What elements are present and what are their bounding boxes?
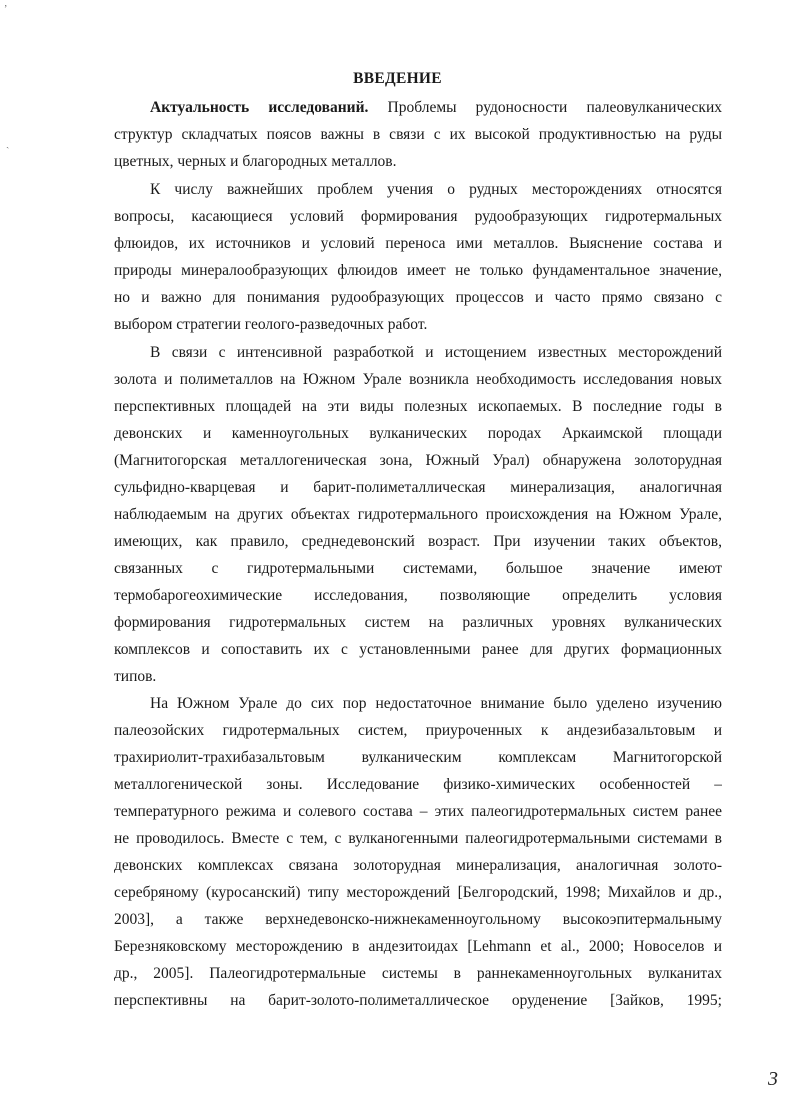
lead-heading: Актуальность исследований. xyxy=(150,99,369,116)
paragraph-line: вопросы, касающиеся условий формирования рудообразующих гидротермальных xyxy=(114,208,722,225)
paragraph-south-urals xyxy=(114,339,722,690)
paragraph-line: формирования гидротермальных систем на различных уровнях вулканических xyxy=(114,614,722,631)
paragraph-line: металлогенической зоны. Исследование физико-химических особенностей – xyxy=(114,776,722,793)
paragraph-paleohydrothermal xyxy=(114,690,722,1014)
paragraph-line: др., 2005]. Палеогидротермальные системы в раннекаменноугольных вулканитах xyxy=(114,965,722,982)
paragraph-problems xyxy=(114,176,722,338)
paragraph-line: цветных, черных и благородных металлов. xyxy=(114,153,397,170)
paragraph-line: перспективны на барит-золото-полиметаллическое оруденение [Зайков, 1995; xyxy=(114,992,722,1009)
paragraph-line: связанных с гидротермальными системами, большое значение имеют xyxy=(114,560,722,577)
paragraph-line: структур складчатых поясов важны в связи с их высокой продуктивностью на руды xyxy=(114,126,722,143)
paragraph-line: девонских комплексах связана золоторудная минерализация, аналогичная золото- xyxy=(114,857,722,874)
paragraph-line: Березняковскому месторождению в андезитоидах [Lehmann et al., 2000; Новоселов и xyxy=(114,938,722,955)
page-number: 3 xyxy=(768,1068,778,1090)
paragraph-line: выбором стратегии геолого-разведочных работ. xyxy=(114,316,428,333)
paragraph-line: типов. xyxy=(114,668,157,685)
paragraph-line: температурного режима и солевого состава – этих палеогидротермальных систем ранее xyxy=(114,803,722,820)
paragraph-line: природы минералообразующих флюидов имеет не только фундаментальное значение, xyxy=(114,262,722,279)
paragraph-line: перспективных площадей на эти виды полезных ископаемых. В последние годы в xyxy=(114,398,722,415)
paragraph-line: не проводилось. Вместе с тем, с вулканогенными палеогидротермальными системами в xyxy=(114,830,722,847)
paragraph-line: девонских и каменноугольных вулканических породах Аркаимской площади xyxy=(114,425,722,442)
paragraph-line: серебряному (куросанский) типу месторождений [Белгородский, 1998; Михайлов и др., xyxy=(114,884,722,901)
scan-speck-icon: ˏ xyxy=(6,138,10,149)
paragraph-line: имеющих, как правило, среднедевонский возраст. При изучении таких объектов, xyxy=(114,533,722,550)
paragraph-line: наблюдаемым на других объектах гидротермального происхождения на Южном Урале, xyxy=(114,506,722,523)
paragraph-line: Актуальность исследований. Проблемы рудоносности палеовулканических xyxy=(150,99,722,116)
paragraph-line: В связи с интенсивной разработкой и истощением известных месторождений xyxy=(150,344,722,361)
page-title: ВВЕДЕНИЕ xyxy=(353,70,442,87)
paragraph-line: палеозойских гидротермальных систем, приуроченных к андезибазальтовым и xyxy=(114,722,722,739)
paragraph-line: сульфидно-кварцевая и барит-полиметаллическая минерализация, аналогичная xyxy=(114,479,722,496)
paragraph-line: (Магнитогорская металлогеническая зона, Южный Урал) обнаружена золоторудная xyxy=(114,452,722,469)
paragraph-relevance xyxy=(114,94,722,175)
paragraph-line: 2003], а также верхнедевонско-нижнекаменноугольному высокоэпитермальныму xyxy=(114,911,722,928)
paragraph-line: золота и полиметаллов на Южном Урале возникла необходимость исследования новых xyxy=(114,371,722,388)
paragraph-line: флюидов, их источников и условий переноса ими металлов. Выяснение состава и xyxy=(114,235,722,252)
paragraph-line: термобарогеохимические исследования, позволяющие определить условия xyxy=(114,587,722,604)
paragraph-line: комплексов и сопоставить их с установленными ранее для других формационных xyxy=(114,641,722,658)
scan-speck-icon: ʼ xyxy=(4,4,8,15)
paragraph-line: К числу важнейших проблем учения о рудных месторождениях относятся xyxy=(150,181,722,198)
paragraph-line: трахириолит-трахибазальтовым вулканическим комплексам Магнитогорской xyxy=(114,749,722,766)
paragraph-line: но и важно для понимания рудообразующих процессов и часто прямо связано с xyxy=(114,289,722,306)
paragraph-line: На Южном Урале до сих пор недостаточное внимание было уделено изучению xyxy=(150,695,722,712)
